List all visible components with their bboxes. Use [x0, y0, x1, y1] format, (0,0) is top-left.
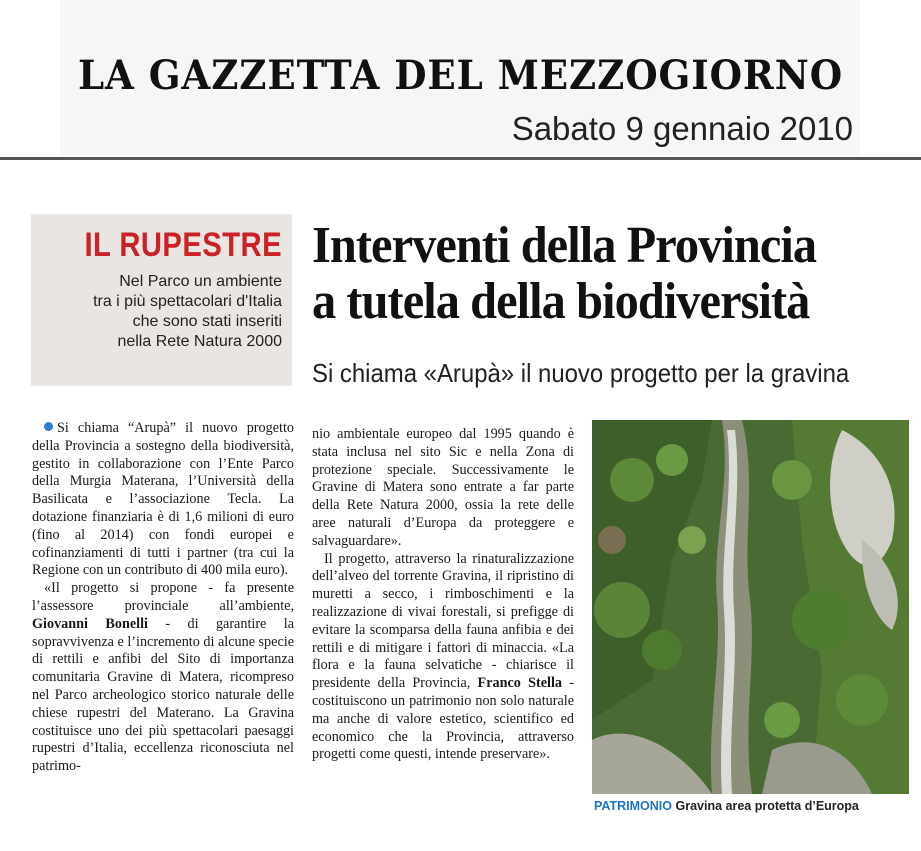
- bullet-dot-icon: [44, 422, 53, 431]
- photo-caption: [594, 799, 859, 813]
- issue-date: Sabato 9 gennaio 2010: [511, 110, 853, 147]
- article-column-1: [32, 420, 294, 776]
- section-rubric-box: [31, 214, 292, 386]
- article-subheadline: Si chiama «Arupà» il nuovo progetto per la gravina: [312, 358, 850, 388]
- rubric-summary: [41, 272, 282, 352]
- paragraph: Il progetto, attraverso la rinaturalizzazione dell’alveo del torrente Gravina, il ripristino di muretti a secco, i rimboschimenti e la realizzazione di vivai forestali, si prefigge di evitare la scomparsa della fauna anfibia e dei rettili e di mitigare i fattori di minaccia. «La flora e la fauna selvatiche - chiarisce il presidente della Provincia, Franco Stella - costituiscono un patrimonio non solo naturale ma anche di valore estetico, scientifico ed economico che la Provincia, attraverso progetti come questi, intende preservare».: [312, 550, 575, 763]
- rubric-line: nella Rete Natura 2000: [117, 333, 282, 350]
- ravine-photo: [592, 420, 909, 794]
- article-column-2: [312, 426, 574, 764]
- ravine-landscape-illustration: [592, 420, 909, 794]
- rubric-line: tra i più spettacolari d'Italia: [93, 293, 282, 310]
- rubric-line: che sono stati inseriti: [132, 313, 282, 330]
- rubric-line: Nel Parco un ambiente: [119, 273, 282, 290]
- paragraph: «Il progetto si propone - fa presente l’assessore provinciale all’ambiente, Giovanni Bonelli - di garantire la sopravvivenza e l’incremento di alcune specie di rettili e anfibi del Sito di importanza comunitaria Gravine di Matera, ricompreso nel Parco archeologico storico naturale delle chiese rupestri del Materano. La Gravina costituisce uno dei più spettacolari paesaggi rupestri d’Italia, eccellenza riconosciuta nel patrimo-: [32, 580, 294, 775]
- caption-text: Gravina area protetta d’Europa: [675, 799, 859, 813]
- masthead-divider: [0, 157, 921, 160]
- paragraph: nio ambientale europeo dal 1995 quando è stata inclusa nel sito Sic e nella Zona di protezione speciale. Successivamente le Gravine di Matera sono entrate a far parte della Rete Natura 2000, ossia la rete delle aree naturali d’Europa da proteggere e salvaguardare».: [312, 426, 574, 549]
- rubric-title: IL RUPESTRE: [84, 226, 282, 264]
- person-name: Giovanni Bonelli: [32, 615, 148, 632]
- newspaper-masthead: LA GAZZETTA DEL MEZZOGIORNO: [77, 52, 844, 99]
- headline-line-1: Interventi della Provincia: [312, 217, 817, 274]
- paragraph: Si chiama “Arupà” il nuovo progetto della Provincia a sostegno della biodiversità, gestito in collaborazione con l’Ente Parco della Murgia Materana, l’Università della Basilicata e l’associazione Tecla. La dotazione finanziaria è di 1,6 milioni di euro (fino al 2014) con fondi europei e cofinanziamenti di tutti i partner (tra cui la Regione con un contributo di 400 mila euro).: [32, 420, 294, 579]
- person-name: Franco Stella: [477, 675, 563, 692]
- article-headline: [312, 218, 870, 330]
- caption-kicker: PATRIMONIO: [594, 799, 673, 813]
- headline-line-2: a tutela della biodiversità: [312, 273, 810, 330]
